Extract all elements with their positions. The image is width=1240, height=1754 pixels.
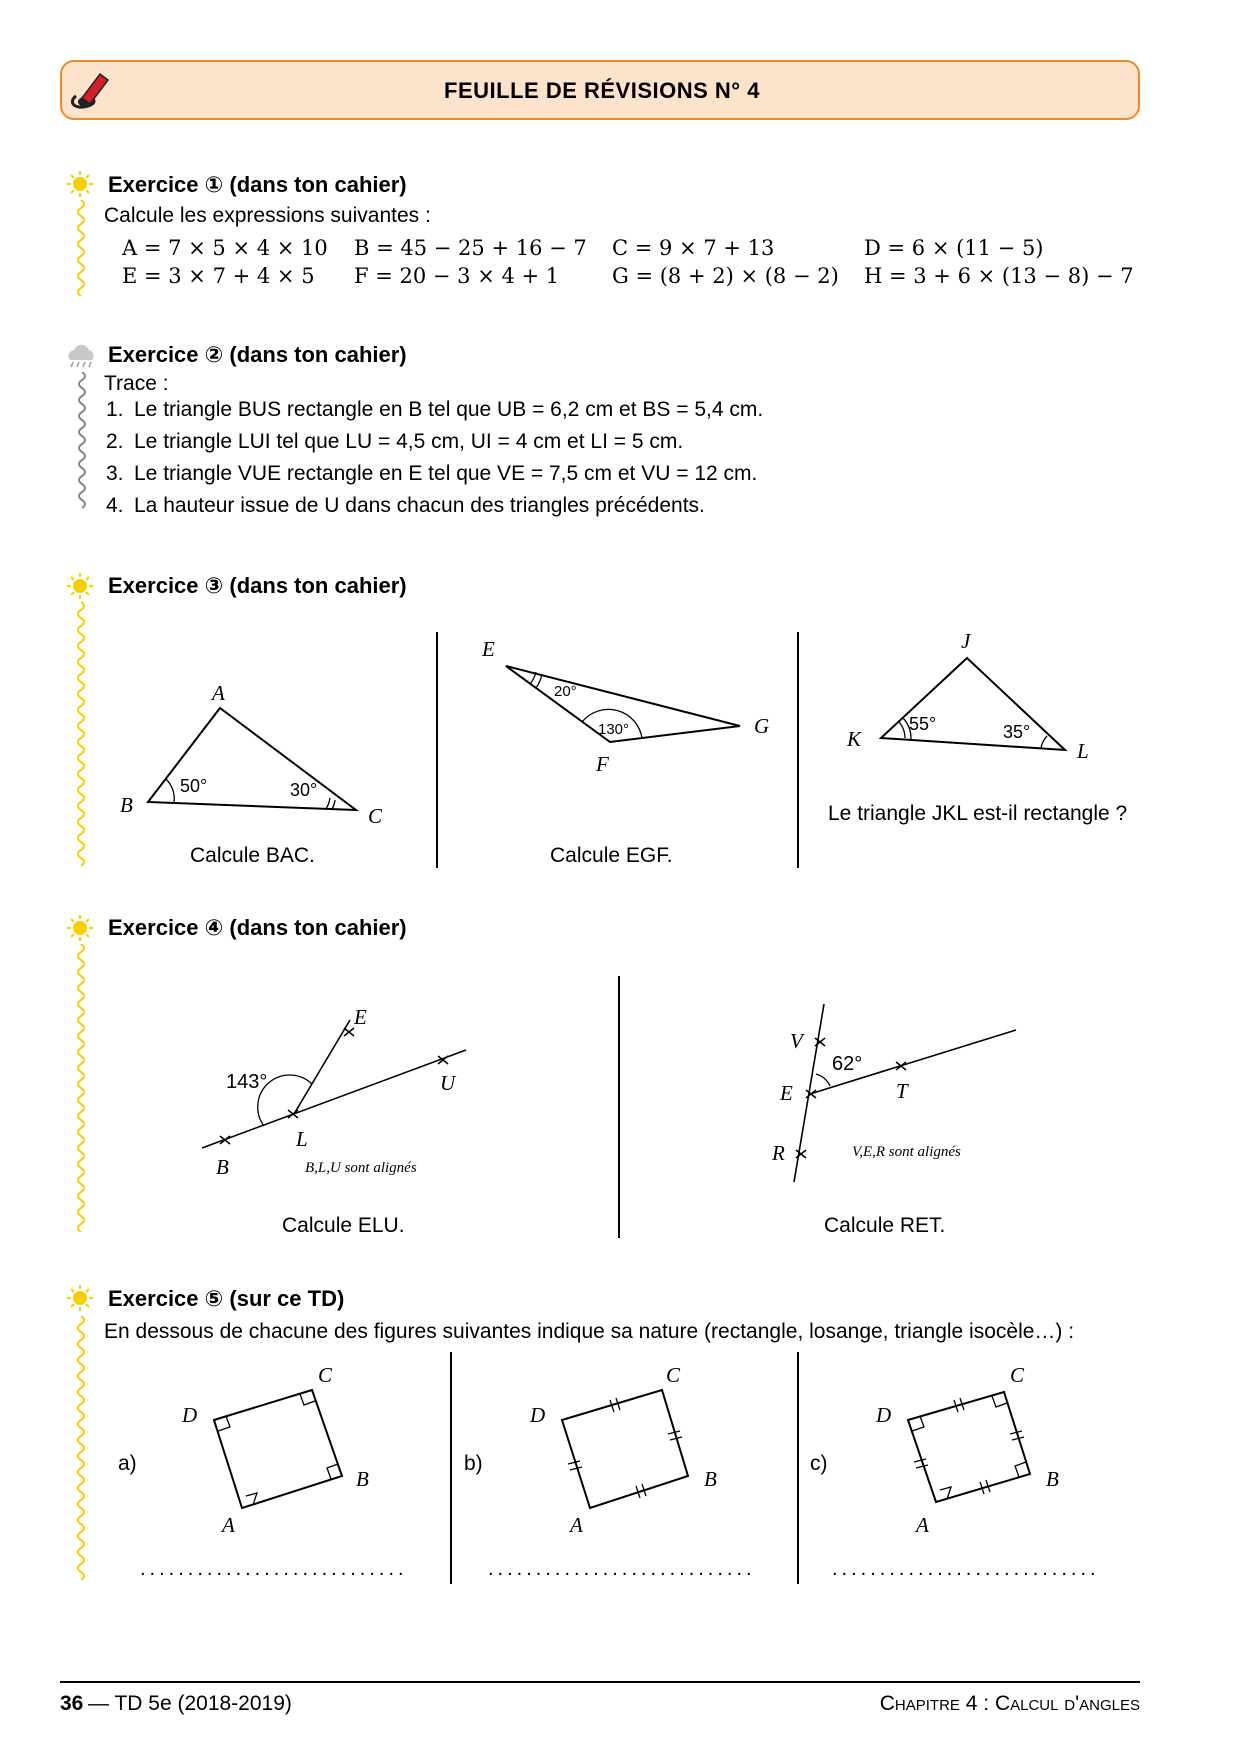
question-bac: Calcule BAC. (190, 844, 315, 867)
divider (797, 1352, 799, 1584)
answer-line-b[interactable]: ............................ (488, 1558, 756, 1580)
sun-icon (66, 170, 94, 198)
triangle-jkl-figure (835, 626, 1135, 766)
exercise-3-title: Exercice ③ (dans ton cahier) (108, 573, 407, 598)
angle-elu-figure (190, 1000, 490, 1190)
vertex-b-label: B (1046, 1467, 1059, 1491)
grey-wavy-line (76, 372, 88, 516)
vertex-a-label: A (916, 1513, 929, 1537)
footer-left: — TD 5e (2018-2019) (88, 1692, 292, 1715)
vertex-c-label: C (368, 804, 383, 828)
yellow-wavy-line (75, 602, 87, 866)
question-jkl: Le triangle JKL est-il rectangle ? (828, 802, 1128, 825)
sun-icon (66, 572, 94, 600)
vertex-b-label: B (356, 1467, 369, 1491)
page-number: 36 (60, 1692, 84, 1715)
footer-chapter: Chapitre 4 : Calcul d'angles (879, 1692, 1140, 1715)
answer-line-c[interactable]: ............................ (832, 1558, 1100, 1580)
vertex-k-label: K (847, 727, 862, 751)
point-t-label: T (896, 1079, 908, 1103)
vertex-a-label: A (212, 681, 225, 705)
exercise-5-instruction: En dessous de chacune des figures suivantes indique sa nature (rectangle, losange, triangle isocèle…) : (104, 1320, 1075, 1343)
point-l-label: L (296, 1127, 308, 1151)
vertex-g-label: G (754, 714, 770, 738)
sun-icon (66, 1284, 94, 1312)
page-header (60, 60, 1140, 120)
item-4-text: La hauteur issue de U dans chacun des triangles précédents. (134, 494, 705, 517)
vertex-d-label: D (182, 1403, 198, 1427)
angle-ret-figure (766, 1004, 1026, 1204)
point-v-label: V (790, 1029, 803, 1053)
vertex-c-label: C (1010, 1363, 1025, 1387)
yellow-wavy-line (75, 1316, 87, 1580)
vertex-d-label: D (876, 1403, 892, 1427)
figure-a-label: a) (118, 1452, 137, 1475)
point-u-label: U (440, 1071, 456, 1095)
vertex-b-label: B (704, 1467, 717, 1491)
divider (618, 976, 620, 1238)
angle-e-label: 20° (554, 683, 577, 700)
answer-line-a[interactable]: ............................ (140, 1558, 408, 1580)
item-number: 3. (106, 462, 124, 485)
figure-a-rectangle (170, 1356, 390, 1546)
angle-62-label: 62° (832, 1053, 863, 1075)
point-e-label: E (354, 1005, 367, 1029)
exercise-2-title: Exercice ② (dans ton cahier) (108, 342, 407, 367)
vertex-a-label: A (570, 1513, 583, 1537)
angle-l-label: 35° (1003, 722, 1031, 742)
question-egf: Calcule EGF. (550, 844, 673, 867)
expression-g: G = (8 + 2) × (8 − 2) (612, 264, 839, 288)
exercise-4-title: Exercice ④ (dans ton cahier) (108, 915, 407, 940)
triangle-efg-figure (470, 630, 770, 780)
vertex-c-label: C (318, 1363, 333, 1387)
item-1-text: Le triangle BUS rectangle en B tel que UB = 6,2 cm et BS = 5,4 cm. (134, 398, 764, 421)
item-3-text: Le triangle VUE rectangle en E tel que VE = 7,5 cm et VU = 12 cm. (134, 462, 758, 485)
divider (450, 1352, 452, 1584)
vertex-a-label: A (222, 1513, 235, 1537)
exercise-2-intro: Trace : (104, 372, 169, 395)
vertex-f-label: F (596, 752, 609, 776)
expression-b: B = 45 − 25 + 16 − 7 (354, 236, 587, 260)
vertex-j-label: J (961, 629, 971, 653)
angle-f-label: 130° (598, 721, 630, 738)
vertex-b-label: B (120, 793, 133, 817)
alignment-note: B,L,U sont alignés (305, 1160, 417, 1176)
figure-b-label: b) (464, 1452, 483, 1475)
vertex-e-label: E (482, 637, 495, 661)
item-2-text: Le triangle LUI tel que LU = 4,5 cm, UI = 4 cm et LI = 5 cm. (134, 430, 684, 453)
sun-icon (66, 914, 94, 942)
triangle-abc-figure (110, 670, 400, 830)
figure-c-label: c) (810, 1452, 828, 1475)
alignment-note: V,E,R sont alignés (852, 1144, 961, 1160)
item-number: 4. (106, 494, 124, 517)
divider (436, 632, 438, 868)
question-ret: Calcule RET. (824, 1214, 946, 1237)
vertex-d-label: D (530, 1403, 546, 1427)
item-number: 1. (106, 398, 124, 421)
item-number: 2. (106, 430, 124, 453)
angle-143-label: 143° (226, 1071, 268, 1093)
yellow-wavy-line (75, 200, 87, 296)
footer-rule (60, 1681, 1140, 1683)
expression-c: C = 9 × 7 + 13 (612, 236, 775, 260)
point-b-label: B (216, 1155, 229, 1179)
expression-f: F = 20 − 3 × 4 + 1 (354, 264, 560, 288)
figure-c-square (864, 1356, 1084, 1546)
expression-a: A = 7 × 5 × 4 × 10 (122, 236, 328, 260)
angle-c-label: 30° (290, 780, 318, 800)
expression-h: H = 3 + 6 × (13 − 8) − 7 (864, 264, 1134, 288)
page-title: FEUILLE DE RÉVISIONS N° 4 (444, 78, 760, 103)
divider (797, 632, 799, 868)
expression-d: D = 6 × (11 − 5) (864, 236, 1044, 260)
exercise-5-title: Exercice ⑤ (sur ce TD) (108, 1286, 345, 1311)
point-e-label: E (780, 1081, 793, 1105)
yellow-wavy-line (75, 944, 87, 1232)
vertex-c-label: C (666, 1363, 681, 1387)
cloud-icon (64, 342, 98, 368)
question-elu: Calcule ELU. (282, 1214, 405, 1237)
point-r-label: R (772, 1141, 785, 1165)
exercise-1-instruction: Calcule les expressions suivantes : (104, 204, 431, 227)
vertex-l-label: L (1077, 739, 1089, 763)
figure-b-rhombus (518, 1356, 738, 1546)
exercise-1-title: Exercice ① (dans ton cahier) (108, 172, 407, 197)
expression-e: E = 3 × 7 + 4 × 5 (122, 264, 315, 288)
angle-k-label: 55° (909, 714, 937, 734)
angle-b-label: 50° (180, 776, 208, 796)
